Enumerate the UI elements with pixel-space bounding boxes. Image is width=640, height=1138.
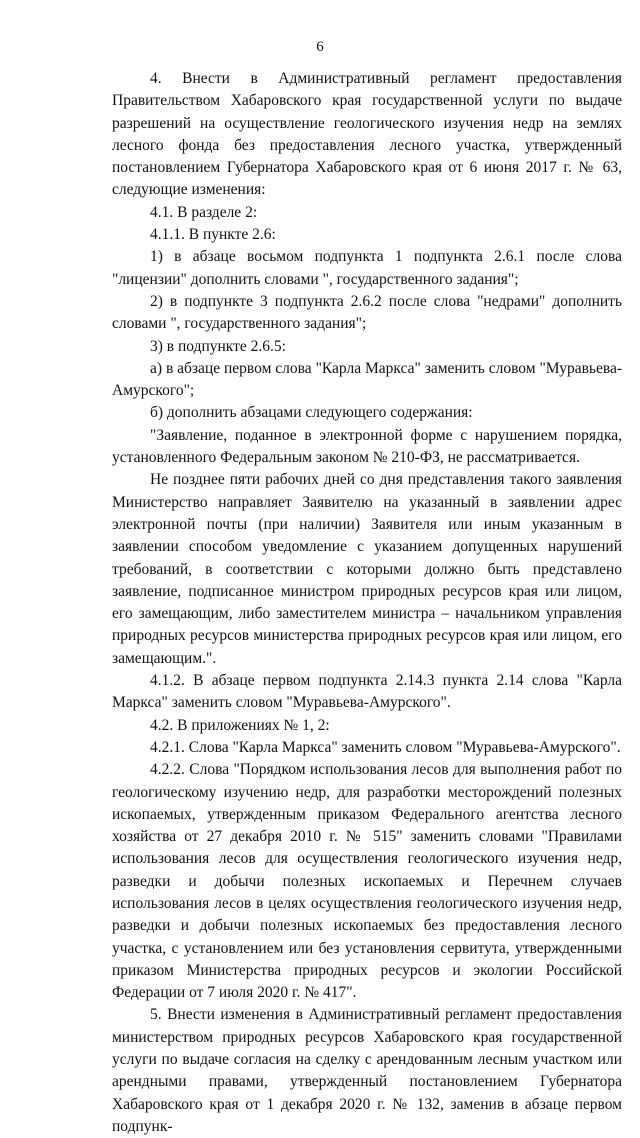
paragraph-4-2-1: 4.2.1. Слова "Карла Маркса" заменить словом "Муравьева-Амурского".: [150, 738, 621, 756]
document-body: [112, 68, 622, 1138]
subitem-2: 2) в подпункте 3 подпункта 2.6.2 после слова "недрами" дополнить словами ", государственного задания";: [112, 292, 622, 333]
paragraph-4-1: 4.1. В разделе 2:: [150, 203, 258, 221]
subitem-3b: б) дополнить абзацами следующего содержания:: [150, 404, 473, 422]
paragraph-4-1-2: 4.1.2. В абзаце первом подпункта 2.14.3 пункта 2.14 слова "Карла Маркса" заменить словом "Муравьева-Амурского".: [112, 672, 622, 712]
quoted-paragraph-2: Не позднее пяти рабочих дней со дня представления такого заявления Министерство направляет Заявителю на указанный в заявлении адрес электронной почты (при наличии) Заявителя или иным указанным в заявлении способом уведомление с указанием допущенных нарушений требований, в соответствии с которыми должно быть представлено заявление, подписанное министром природных ресурсов края или лицом, его замещающим, либо заместителем министра – начальником управления природных ресурсов министерства природных ресурсов края или лицом, его замещающим.".: [112, 471, 622, 667]
subitem-1: 1) в абзаце восьмом подпункта 1 подпункта 2.6.1 после слова "лицензии" дополнить словами ", государственного задания";: [112, 248, 622, 288]
paragraph-4-2: 4.2. В приложениях № 1, 2:: [150, 716, 330, 734]
paragraph-5: 5. Внести изменения в Административный регламент предоставления министерством природных ресурсов Хабаровского края государственной услуги по выдаче согласия на сделку с арендованным лесным участком или арендными правами, утвержденный постановлением Губернатора Хабаровского края от 1 декабря 2020 г. № 132, заменив в абзаце первом подпунк-: [112, 1006, 622, 1135]
subitem-3: 3) в подпункте 2.6.5:: [150, 337, 286, 355]
paragraph-4-2-2: 4.2.2. Слова "Порядком использования лесов для выполнения работ по геологическому изучению недр, для разработки месторождений полезных ископаемых, утвержденным приказом Федерального агентства лесного хозяйства от 27 декабря 2010 г. № 515" заменить словами "Правилами использования лесов для осуществления геологического изучения недр, разведки и добычи полезных ископаемых и Перечнем случаев использования лесов в целях осуществления геологического изучения недр, разведки и добычи полезных ископаемых без предоставления лесного участка, с установлением или без установления сервитута, утвержденными приказом Министерства природных ресурсов и экологии Российской Федерации от 7 июля 2020 г. № 417".: [112, 761, 622, 1002]
quoted-paragraph-1: "Заявление, поданное в электронной форме с нарушением порядка, установленного Федеральным законом № 210-ФЗ, не рассматривается.: [112, 426, 622, 467]
subitem-3a: а) в абзаце первом слова "Карла Маркса" заменить словом "Муравьева-Амурского";: [112, 359, 622, 400]
paragraph-4: 4. Внести в Административный регламент предоставления Правительством Хабаровского края государственной услуги по выдаче разрешений на осуществление геологического изучения недр на землях лесного фонда без предоставления лесного участка, утвержденный постановлением Губернатора Хабаровского края от 6 июня 2017 г. № 63, следующие изменения:: [112, 70, 622, 199]
page-number: 6: [316, 39, 324, 55]
paragraph-4-1-1: 4.1.1. В пункте 2.6:: [150, 226, 276, 244]
